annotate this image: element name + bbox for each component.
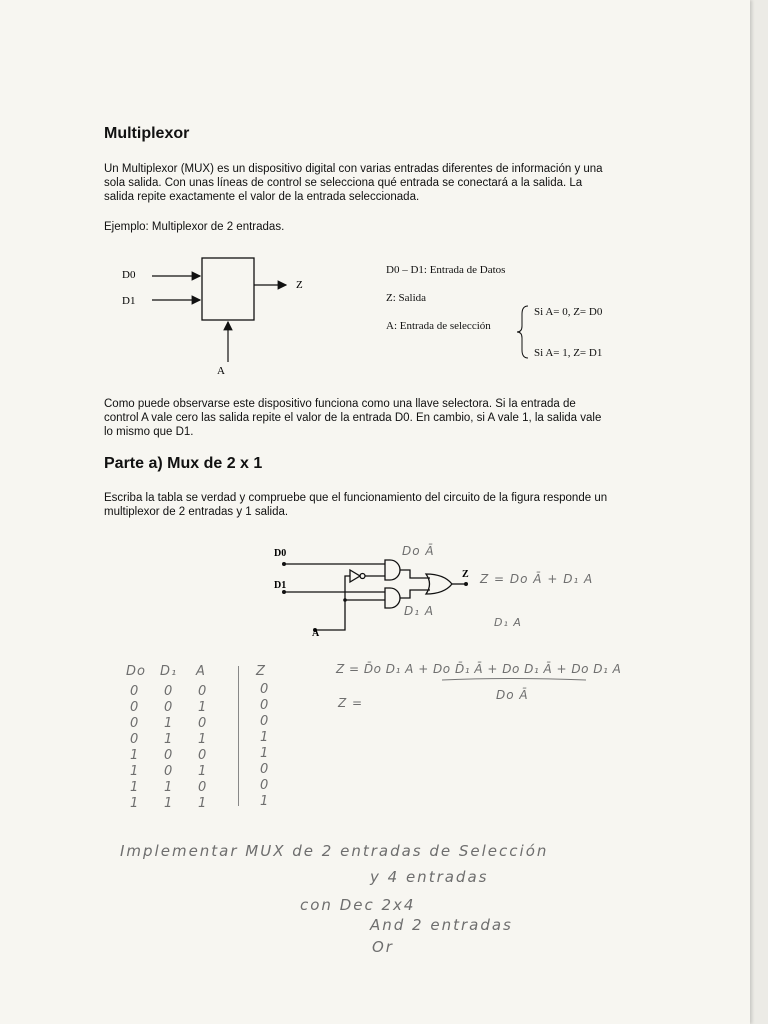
note-sum-equation: Z = D̄o D₁ A + Do D̄₁ Ā + Do D₁ Ā + Do D₁ A xyxy=(336,662,622,676)
mux-block-diagram xyxy=(110,250,330,380)
case-a-one: Si A= 1, Z= D1 xyxy=(534,347,603,359)
table-cell: 0 xyxy=(130,716,140,731)
table-cell: 0 xyxy=(198,716,208,731)
table-cell: 1 xyxy=(164,732,174,747)
d0-label: D0 xyxy=(122,269,136,281)
note-above-sum: D₁ A xyxy=(494,616,522,629)
table-cell: 0 xyxy=(130,732,140,747)
table-cell: 1 xyxy=(198,764,208,779)
brace-icon xyxy=(514,302,534,362)
z-label: Z xyxy=(296,279,303,291)
example-caption: Ejemplo: Multiplexor de 2 entradas. xyxy=(104,221,285,233)
and-gate-2 xyxy=(385,588,400,608)
table-cell: 1 xyxy=(198,796,208,811)
intro-paragraph xyxy=(104,162,704,204)
table-cell: 0 xyxy=(198,684,208,699)
mux-gate-circuit xyxy=(270,540,490,650)
table-cell: 0 xyxy=(164,684,174,699)
table-cell: 1 xyxy=(130,780,140,795)
table-cell: 1 xyxy=(130,796,140,811)
col-header-d0: Do xyxy=(126,664,146,679)
not-gate xyxy=(350,570,360,582)
note-d0-not-a: Do Ā xyxy=(402,544,435,558)
note-d1-a: D₁ A xyxy=(404,604,435,618)
assignment-line-4: And 2 entradas xyxy=(370,916,513,934)
explain-line-1: Como puede observarse este dispositivo funciona como una llave selectora. Si la entrada de xyxy=(104,398,576,410)
or-gate xyxy=(426,574,452,594)
table-z-cell: 0 xyxy=(260,762,270,777)
explain-line-3: lo mismo que D1. xyxy=(104,426,194,438)
table-z-cell: 1 xyxy=(260,746,270,761)
table-cell: 1 xyxy=(164,796,174,811)
legend-data-inputs: D0 – D1: Entrada de Datos xyxy=(386,264,506,276)
table-cell: 1 xyxy=(130,764,140,779)
circuit-d0-label: D0 xyxy=(274,548,287,559)
note-sum-under: Do Ā xyxy=(496,688,529,702)
assignment-line-3: con Dec 2x4 xyxy=(300,896,416,914)
handwritten-truth-table xyxy=(126,664,306,814)
a-wire xyxy=(315,576,350,630)
circuit-a-label: A xyxy=(312,628,320,639)
and-gate-1 xyxy=(385,560,400,580)
assignment-line-1: Implementar MUX de 2 entradas de Selección xyxy=(120,842,549,860)
table-z-cell: 0 xyxy=(260,682,270,697)
legend-select: A: Entrada de selección xyxy=(386,320,491,332)
table-cell: 0 xyxy=(130,700,140,715)
case-a-zero: Si A= 0, Z= D0 xyxy=(534,306,603,318)
table-divider xyxy=(238,666,239,806)
intro-line-2: sola salida. Con unas líneas de control se selecciona qué entrada se conectará a la salida. La xyxy=(104,177,583,189)
table-cell: 0 xyxy=(198,780,208,795)
col-header-d1: D₁ xyxy=(160,664,178,679)
a-label: A xyxy=(217,365,225,377)
circuit-z-label: Z xyxy=(462,569,469,580)
explanation-paragraph xyxy=(104,397,724,439)
table-z-cell: 0 xyxy=(260,698,270,713)
part-a-line-2: multiplexor de 2 entradas y 1 salida. xyxy=(104,506,289,518)
table-cell: 1 xyxy=(130,748,140,763)
table-z-cell: 1 xyxy=(260,730,270,745)
intro-line-1: Un Multiplexor (MUX) es un dispositivo digital con varias entradas diferentes de información y una xyxy=(104,163,603,175)
legend-output: Z: Salida xyxy=(386,292,427,304)
part-a-title: Parte a) Mux de 2 x 1 xyxy=(104,455,263,472)
d1-label: D1 xyxy=(122,295,136,307)
table-cell: 0 xyxy=(164,764,174,779)
table-cell: 1 xyxy=(198,700,208,715)
table-cell: 0 xyxy=(198,748,208,763)
mux-box xyxy=(202,258,254,320)
assignment-line-2: y 4 entradas xyxy=(370,868,489,886)
table-cell: 1 xyxy=(198,732,208,747)
table-cell: 0 xyxy=(164,700,174,715)
part-a-line-1: Escriba la tabla se verdad y compruebe que el funcionamiento del circuito de la figura responde un xyxy=(104,492,608,504)
table-z-cell: 1 xyxy=(260,794,270,809)
note-z-blank: Z = xyxy=(338,696,364,710)
table-cell: 1 xyxy=(164,716,174,731)
table-z-cell: 0 xyxy=(260,778,270,793)
section-title: Multiplexor xyxy=(104,125,190,142)
part-a-paragraph xyxy=(104,491,724,519)
explain-line-2: control A vale cero las salida repite el valor de la entrada D0. En cambio, si A vale 1, la salida vale xyxy=(104,412,602,424)
circuit-d1-label: D1 xyxy=(274,580,287,591)
col-header-z: Z xyxy=(256,664,266,679)
table-cell: 0 xyxy=(130,684,140,699)
table-cell: 0 xyxy=(164,748,174,763)
table-cell: 1 xyxy=(164,780,174,795)
underline-stroke xyxy=(440,676,590,684)
col-header-a: A xyxy=(196,664,206,679)
intro-line-3: salida repite exactamente el valor de la entrada seleccionada. xyxy=(104,191,420,203)
assignment-line-5: Or xyxy=(372,938,394,956)
note-z-equation: Z = Do Ā + D₁ A xyxy=(480,572,594,586)
table-z-cell: 0 xyxy=(260,714,270,729)
